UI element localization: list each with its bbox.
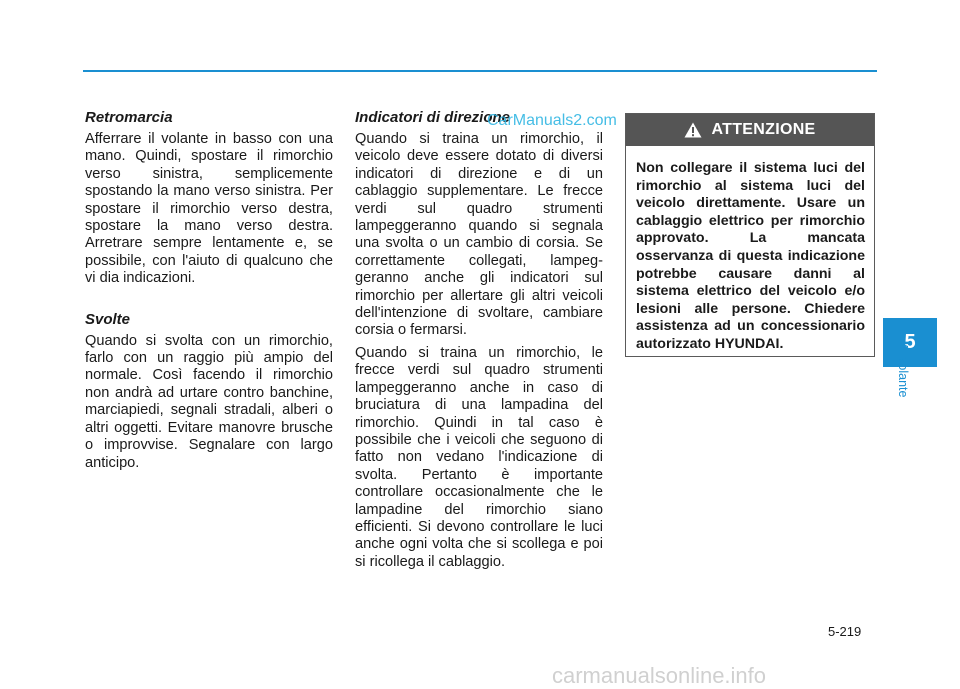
section-heading-svolte: Svolte bbox=[85, 310, 131, 328]
section-text-retromarcia: Afferrare il volante in basso con una mano. Quindi, spostare il rimorchio verso sinistra, semplicemente spostando la mano verso sinistra. Per spostare il rimorchio verso destra, spostare la mano verso destra. Arretrare sempre lentamente e, se possibile, con l'aiuto di qualcuno che vi dia indicazioni. bbox=[85, 131, 333, 287]
left-column bbox=[85, 108, 333, 477]
header-rule bbox=[83, 70, 877, 72]
caution-header bbox=[626, 114, 874, 146]
warning-triangle-icon bbox=[684, 122, 702, 138]
chapter-number: 5 bbox=[904, 331, 916, 353]
page-number: 5-219 bbox=[828, 624, 862, 639]
watermark-top[interactable]: CarManuals2.com bbox=[487, 112, 617, 129]
middle-column bbox=[355, 108, 603, 576]
section-heading-indicatori: Indicatori di direzione bbox=[355, 109, 511, 126]
section-text-indicatori-1: Quando si traina un rimorchio, il veicolo deve essere dotato di diversi indicatori di direzione e di un cablaggio supplementare. Le frecce verdi sul quadro strumenti lampeggeranno quando si segnala una svolta o un cambio di corsia. Se correttamente collegati, lampeg-geranno anche gli indicatori sul rimorchio per allertare gli altri veicoli dell'intenzione di svoltare, cambiare corsia o fermarsi. bbox=[355, 131, 603, 339]
chapter-tab[interactable] bbox=[883, 318, 937, 367]
section-heading-retromarcia: Retromarcia bbox=[85, 109, 173, 126]
chapter-label: Al volante bbox=[896, 342, 910, 398]
section-text-indicatori-2: Quando si traina un rimorchio, le frecce verdi sul quadro strumenti lampeggeranno anche in caso di bruciatura di una lampadina del rimorchio. Quindi in tal caso è possibile che i veicoli che seguono di fatto non vedano l'indicazione di svolta. Pertanto è importante controllare occasionalmente che le lampadine del rimorchio siano efficienti. Si devono controllare le luci anche ogni volta che si scollega e poi si ricollega il cablaggio. bbox=[355, 344, 603, 570]
section-text-svolte: Quando si svolta con un rimorchio, farlo con un raggio più ampio del normale. Così facendo il rimorchio non andrà ad urtare contro banchine, marciapiedi, segnali stradali, alberi o altri oggetti. Evitare manovre brusche o improvvise. Segnalare con largo anticipo. bbox=[85, 332, 333, 471]
caution-text: Non collegare il sistema luci del rimorchio al sistema luci del veicolo direttamente. Usare un cablaggio elettrico per rimorchio approvato. La mancata osservanza di questa indicazione potrebbe causare danni al sistema elettrico del veicolo e/o lesioni alle persone. Chiedere assistenza ad un concessionario autorizzato HYUNDAI. bbox=[636, 160, 865, 352]
caution-title: ATTENZIONE bbox=[711, 121, 816, 138]
watermark-bottom[interactable]: carmanualsonline.info bbox=[552, 663, 767, 688]
caution-box bbox=[625, 113, 875, 357]
